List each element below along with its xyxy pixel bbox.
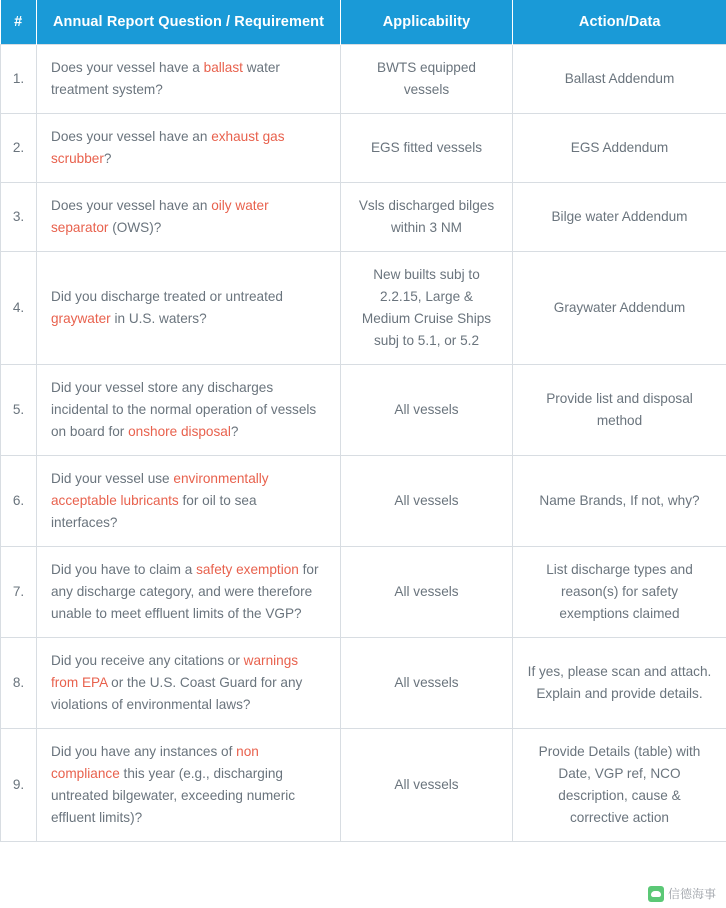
question-cell	[37, 365, 341, 456]
applicability-cell: All vessels	[341, 365, 513, 456]
applicability-cell: BWTS equipped vessels	[341, 45, 513, 114]
question-text: or the U.S. Coast Guard for any violations of environmental laws?	[51, 675, 303, 713]
table-header	[1, 0, 726, 45]
action-cell: EGS Addendum	[513, 114, 726, 183]
table-header-row	[1, 0, 726, 45]
question-text: (OWS)?	[108, 220, 162, 236]
question-highlight: safety exemption	[196, 562, 299, 578]
column-header-action: Action/Data	[513, 0, 726, 45]
question-cell	[37, 252, 341, 365]
question-text: Did you have any instances of	[51, 744, 237, 760]
table-row	[1, 547, 726, 638]
question-text: Did you receive any citations or	[51, 653, 244, 669]
question-text: for oil to sea interfaces?	[51, 493, 257, 531]
question-text: ?	[103, 151, 112, 167]
applicability-cell: New builts subj to 2.2.15, Large & Medium Cruise Ships subj to 5.1, or 5.2	[341, 252, 513, 365]
question-cell	[37, 45, 341, 114]
table-row	[1, 114, 726, 183]
action-cell: Ballast Addendum	[513, 45, 726, 114]
row-number: 6.	[1, 456, 37, 547]
action-cell: Provide list and disposal method	[513, 365, 726, 456]
action-cell: List discharge types and reason(s) for safety exemptions claimed	[513, 547, 726, 638]
row-number: 5.	[1, 365, 37, 456]
question-text: this year (e.g., discharging untreated bilgewater, exceeding numeric effluent limits)?	[51, 766, 296, 826]
table-row	[1, 638, 726, 729]
question-highlight: graywater	[51, 311, 111, 327]
row-number: 1.	[1, 45, 37, 114]
applicability-cell: All vessels	[341, 547, 513, 638]
table-row	[1, 252, 726, 365]
table-row	[1, 456, 726, 547]
question-text: Did you have to claim a	[51, 562, 197, 578]
question-highlight: onshore disposal	[128, 424, 231, 440]
question-text: for any discharge category, and were therefore unable to meet effluent limits of the VGP?	[51, 562, 319, 622]
table-row	[1, 45, 726, 114]
wechat-logo-icon	[648, 886, 664, 902]
question-text: Did your vessel use	[51, 471, 174, 487]
question-text: Did you discharge treated or untreated	[51, 289, 283, 305]
table-row	[1, 183, 726, 252]
question-cell	[37, 114, 341, 183]
column-header-question: Annual Report Question / Requirement	[37, 0, 341, 45]
applicability-cell: All vessels	[341, 456, 513, 547]
row-number: 4.	[1, 252, 37, 365]
question-highlight: warnings from EPA	[51, 653, 299, 691]
question-cell	[37, 638, 341, 729]
row-number: 2.	[1, 114, 37, 183]
question-highlight: oily water separator	[51, 198, 269, 236]
action-cell: Bilge water Addendum	[513, 183, 726, 252]
question-highlight: exhaust gas scrubber	[51, 129, 285, 167]
question-highlight: environmentally acceptable lubricants	[51, 471, 269, 509]
action-cell: Provide Details (table) with Date, VGP ref, NCO description, cause & corrective action	[513, 729, 726, 842]
question-cell	[37, 547, 341, 638]
watermark-text: 信德海事	[667, 887, 716, 901]
table-row	[1, 365, 726, 456]
question-text: Does your vessel have an	[51, 198, 212, 214]
applicability-cell: All vessels	[341, 729, 513, 842]
question-highlight: ballast	[203, 60, 243, 75]
column-header-applicability: Applicability	[341, 0, 513, 45]
question-text: ?	[230, 424, 239, 440]
table-row	[1, 729, 726, 842]
table-body	[1, 45, 726, 842]
applicability-cell: EGS fitted vessels	[341, 114, 513, 183]
applicability-cell: All vessels	[341, 638, 513, 729]
question-cell	[37, 729, 341, 842]
row-number: 7.	[1, 547, 37, 638]
row-number: 3.	[1, 183, 37, 252]
question-text: Does your vessel have an	[51, 129, 212, 145]
question-text: Did your vessel store any discharges incidental to the normal operation of vessels on board for	[51, 380, 317, 440]
action-cell: Graywater Addendum	[513, 252, 726, 365]
question-highlight: non compliance	[51, 744, 259, 782]
question-cell	[37, 456, 341, 547]
question-text: water treatment system?	[51, 60, 280, 98]
question-cell	[37, 183, 341, 252]
row-number: 8.	[1, 638, 37, 729]
row-number: 9.	[1, 729, 37, 842]
action-cell: Name Brands, If not, why?	[513, 456, 726, 547]
question-text: Does your vessel have a	[51, 60, 204, 75]
action-cell: If yes, please scan and attach. Explain and provide details.	[513, 638, 726, 729]
column-header-number: #	[1, 0, 37, 45]
applicability-cell: Vsls discharged bilges within 3 NM	[341, 183, 513, 252]
question-text: in U.S. waters?	[110, 311, 207, 327]
watermark	[648, 885, 716, 902]
